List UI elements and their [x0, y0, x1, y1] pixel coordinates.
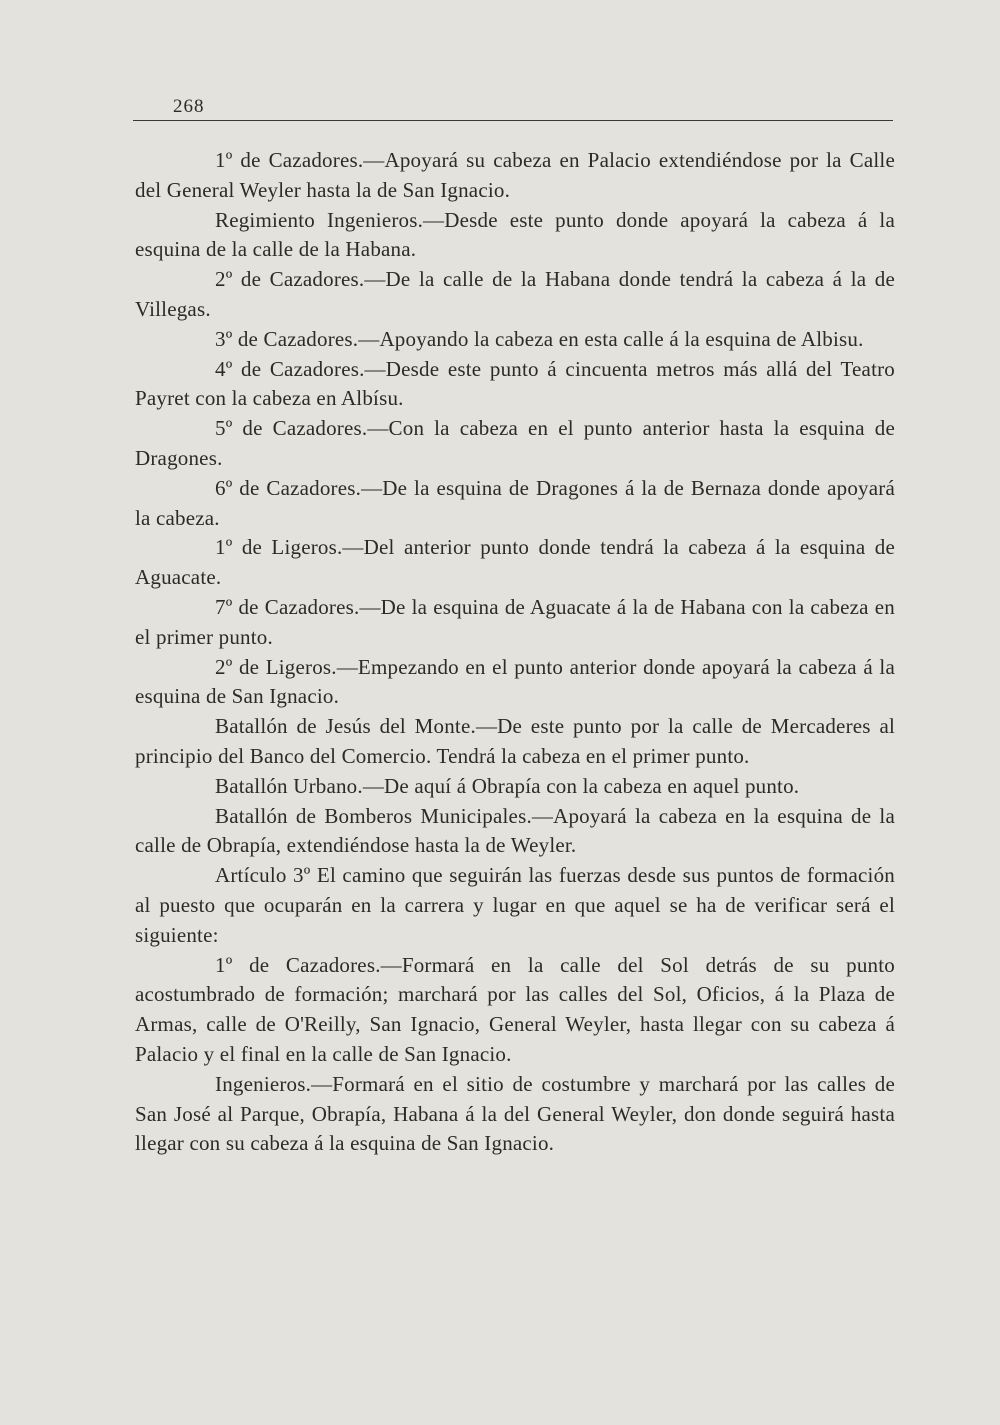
paragraph: 7º de Cazadores.—De la esquina de Aguacate á la de Habana con la cabeza en el primer punto.: [135, 594, 895, 649]
page-header: [133, 96, 893, 122]
header-rule: [133, 120, 893, 121]
paragraph: 2º de Cazadores.—De la calle de la Habana donde tendrá la cabeza á la de Villegas.: [135, 267, 895, 321]
paragraph: Batallón de Jesús del Monte.—De este punto por la calle de Mercaderes al principio del Banco del Comercio. Tendrá la cabeza en el primer punto.: [135, 714, 895, 768]
paragraph: 1º de Ligeros.—Del anterior punto donde tendrá la cabeza á la esquina de Aguacate.: [135, 535, 895, 590]
paragraph: 3º de Cazadores.—Apoyando la cabeza en esta calle á la esquina de Albisu.: [215, 326, 864, 351]
paragraph: 2º de Ligeros.—Empezando en el punto anterior donde apoyará la cabeza á la esquina de San Ignacio.: [135, 654, 895, 709]
paragraph: Regimiento Ingenieros.—Desde este punto donde apoyará la cabeza á la esquina de la calle de la Habana.: [135, 207, 895, 262]
paragraph: Batallón Urbano.—De aquí á Obrapía con la cabeza en aquel punto.: [215, 773, 800, 798]
page-number: 268: [173, 96, 205, 117]
paragraph: Ingenieros.—Formará en el sitio de costumbre y marchará por las calles de San José al Parque, Obrapía, Habana á la del General Weyler, don donde seguirá hasta llegar con su cabeza á la esquina de San Ignacio.: [135, 1071, 895, 1156]
paragraph: 1º de Cazadores.—Apoyará su cabeza en Palacio extendiéndose por la Calle del General Weyler hasta la de San Ignacio.: [135, 148, 895, 202]
paragraph: 6º de Cazadores.—De la esquina de Dragones á la de Bernaza donde apoyará la cabeza.: [135, 475, 895, 530]
paragraph: 1º de Cazadores.—Formará en la calle del Sol detrás de su punto acostumbrado de formación; marchará por las calles del Sol, Oficios, á la Plaza de Armas, calle de O'Reilly, San Ignacio, General Weyler, hasta llegar con su cabeza á Palacio y el final en la calle de San Ignacio.: [135, 952, 895, 1066]
body-text: [135, 146, 895, 1159]
paragraph: Artículo 3º El camino que seguirán las fuerzas desde sus puntos de formación al puesto que ocuparán en la carrera y lugar en que aquel se ha de verificar será el siguiente:: [135, 863, 895, 947]
paragraph: Batallón de Bomberos Municipales.—Apoyará la cabeza en la esquina de la calle de Obrapía, extendiéndose hasta la de Weyler.: [135, 803, 895, 858]
paragraph: 5º de Cazadores.—Con la cabeza en el punto anterior hasta la esquina de Dragones.: [135, 416, 895, 470]
paragraph: 4º de Cazadores.—Desde este punto á cincuenta metros más allá del Teatro Payret con la cabeza en Albísu.: [135, 356, 895, 411]
